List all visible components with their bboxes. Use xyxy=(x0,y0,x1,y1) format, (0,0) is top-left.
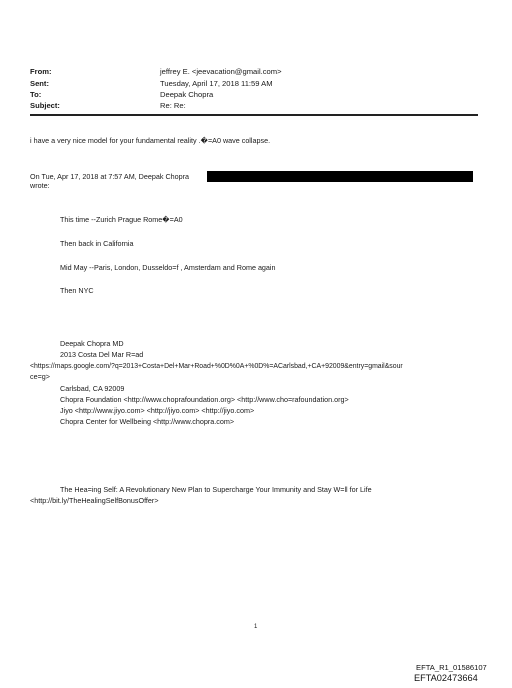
footer-ref-1: EFTA_R1_01586107 xyxy=(416,663,487,672)
redaction-bar xyxy=(207,171,473,182)
quote-attribution: On Tue, Apr 17, 2018 at 7:57 AM, Deepak Chopra xyxy=(30,172,190,181)
book-link[interactable]: <http://bit.ly/TheHealingSelfBonusOffer> xyxy=(30,496,159,505)
book-title: The Hea=ing Self: A Revolutionary New Plan to Supercharge Your Immunity and Stay W=ll for Life xyxy=(60,485,372,494)
signature-foundation: Chopra Foundation <http://www.choprafoundation.org> <http://www.cho=rafoundation.org> xyxy=(60,395,349,404)
signature-center: Chopra Center for Wellbeing <http://www.chopra.com> xyxy=(60,417,235,426)
from-label: From: xyxy=(30,67,52,76)
page-number: 1 xyxy=(254,624,258,630)
sent-label: Sent: xyxy=(30,79,49,88)
header-divider xyxy=(30,114,478,116)
from-value: jeffrey E. <jeevacation@gmail.com> xyxy=(160,67,282,76)
signature-city: Carlsbad, CA 92009 xyxy=(60,384,125,393)
signature-name: Deepak Chopra MD xyxy=(60,339,124,348)
signature-address: 2013 Costa Del Mar R=ad xyxy=(60,350,144,359)
to-value: Deepak Chopra xyxy=(160,90,214,99)
travel-line: Then NYC xyxy=(60,286,94,295)
quote-attribution-wrote: wrote: xyxy=(30,181,50,190)
footer-ref-2: EFTA02473664 xyxy=(414,673,478,683)
signature-maps-link-cont[interactable]: ce=g> xyxy=(30,372,50,381)
reply-text: i have a very nice model for your fundamental reality .�=A0 wave collapse. xyxy=(30,136,271,145)
travel-line: Then back in California xyxy=(60,239,134,248)
to-label: To: xyxy=(30,90,42,99)
sent-value: Tuesday, April 17, 2018 11:59 AM xyxy=(160,79,273,88)
signature-maps-link[interactable]: <https://maps.google.com/?q=2013+Costa+Del+Mar+Road+%0D%0A+%0D%=ACarlsbad,+CA+92009&entry=gmail&sour xyxy=(30,363,403,370)
subject-value: Re: Re: xyxy=(160,101,186,110)
travel-line: Mid May --Paris, London, Dusseldo=f , Amsterdam and Rome again xyxy=(60,263,276,272)
subject-label: Subject: xyxy=(30,101,60,110)
signature-jiyo: Jiyo <http://www.jiyo.com> <http://jiyo.com> <http://jiyo.com> xyxy=(60,406,255,415)
travel-line: This time --Zurich Prague Rome�=A0 xyxy=(60,215,183,224)
